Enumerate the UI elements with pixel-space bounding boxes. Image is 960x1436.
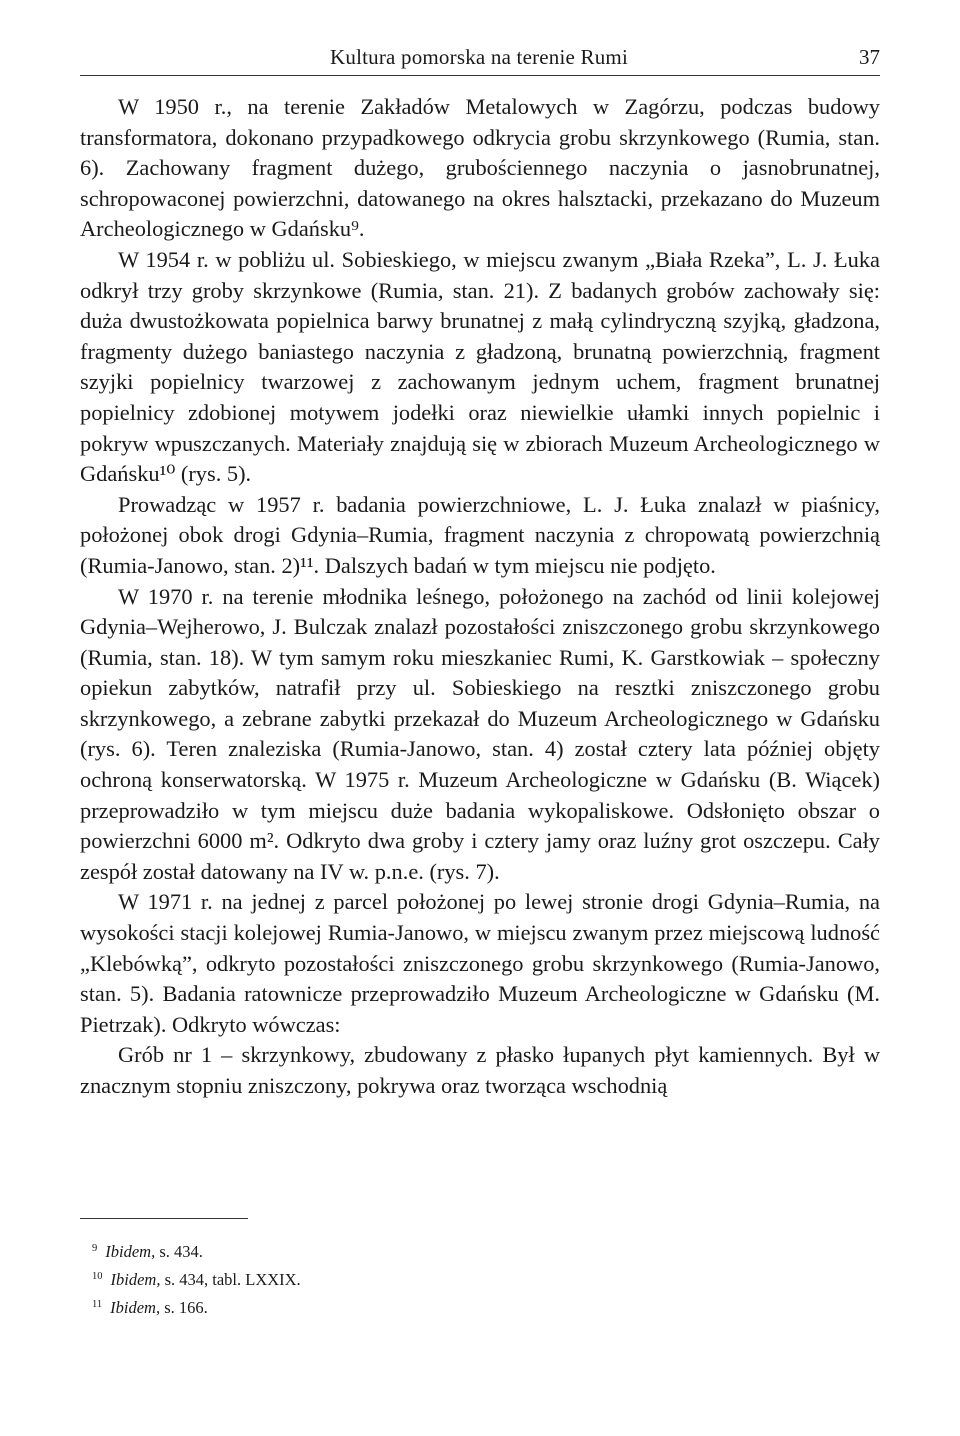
- body-text: [80, 92, 880, 1102]
- footnote-reference: s. 434, tabl. LXXIX.: [164, 1270, 301, 1289]
- document-page: [80, 0, 880, 1436]
- footnote-source: Ibidem,: [105, 1242, 156, 1261]
- footnote-rule: [80, 1218, 248, 1219]
- running-title: Kultura pomorska na terenie Rumi: [330, 45, 628, 69]
- paragraph-grave-1: Grób nr 1 – skrzynkowy, zbudowany z płasko łupanych płyt kamiennych. Był w znacznym stopniu zniszczony, pokrywa oraz tworząca wschodnią: [80, 1042, 880, 1098]
- footnote-marker: 9: [92, 1243, 98, 1254]
- footnote-marker: 10: [92, 1271, 103, 1282]
- footnotes: [80, 1236, 880, 1320]
- running-header: [80, 44, 880, 74]
- paragraph-1971: W 1971 r. na jednej z parcel położonej po lewej stronie drogi Gdynia–Rumia, na wysokości stacji kolejowej Rumia-Janowo, w miejscu zwanym przez miejscową ludność „Klebówką”, odkryto pozostałości zniszczonego grobu skrzynkowego (Rumia-Janowo, stan. 5). Badania ratownicze przeprowadziło Muzeum Archeologiczne w Gdańsku (M. Pietrzak). Odkryto wówczas:: [80, 889, 880, 1037]
- header-rule: [80, 75, 880, 76]
- footnote-9: [80, 1236, 880, 1264]
- paragraph-1970: W 1970 r. na terenie młodnika leśnego, położonego na zachód od linii kolejowej Gdynia–Wejherowo, J. Bulczak znalazł pozostałości zniszczonego grobu skrzynkowego (Rumia, stan. 18). W tym samym roku mieszkaniec Rumi, K. Garstkowiak – społeczny opiekun zabytków, natrafił przy ul. Sobieskiego na resztki zniszczonego grobu skrzynkowego, a zebrane zabytki przekazał do Muzeum Archeologicznego w Gdańsku (rys. 6). Teren znaleziska (Rumia-Janowo, stan. 4) został cztery lata później objęty ochroną konserwatorską. W 1975 r. Muzeum Archeologiczne w Gdańsku (B. Wiącek) przeprowadziło w tym miejscu duże badania wykopaliskowe. Odsłonięto obszar o powierzchni 6000 m². Odkryto dwa groby i cztery jamy oraz luźny grot oszczepu. Cały zespół został datowany na IV w. p.n.e. (rys. 7).: [80, 583, 880, 884]
- page-number: 37: [859, 45, 880, 69]
- footnote-source: Ibidem,: [110, 1298, 161, 1317]
- footnote-marker: 11: [92, 1299, 103, 1310]
- footnote-source: Ibidem,: [110, 1270, 161, 1289]
- paragraph-1954: W 1954 r. w pobliżu ul. Sobieskiego, w miejscu zwanym „Biała Rzeka”, L. J. Łuka odkrył trzy groby skrzynkowe (Rumia, stan. 21). Z badanych grobów zachowały się: duża dwustożkowata popielnica barwy brunatnej z małą cylindryczną szyjką, gładzona, fragmenty dużego baniastego naczynia z gładzoną, brunatną powierzchnią, fragment szyjki popielnicy twarzowej z zachowanym jednym uchem, fragment brunatnej popielnicy zdobionej motywem jodełki oraz niewielkie ułamki innych popielnic i pokryw wpuszczanych. Materiały znajdują się w zbiorach Muzeum Archeologicznego w Gdańsku¹⁰ (rys. 5).: [80, 246, 880, 487]
- footnote-10: [80, 1264, 880, 1292]
- paragraph-1957: Prowadząc w 1957 r. badania powierzchniowe, L. J. Łuka znalazł w piaśnicy, położonej obok drogi Gdynia–Rumia, fragment naczynia z chropowatą powierzchnią (Rumia-Janowo, stan. 2)¹¹. Dalszych badań w tym miejscu nie podjęto.: [80, 491, 880, 578]
- footnote-reference: s. 166.: [164, 1298, 208, 1317]
- footnote-reference: s. 434.: [159, 1242, 203, 1261]
- footnote-11: [80, 1292, 880, 1320]
- paragraph-1950: W 1950 r., na terenie Zakładów Metalowych w Zagórzu, podczas budowy transformatora, dokonano przypadkowego odkrycia grobu skrzynkowego (Rumia, stan. 6). Zachowany fragment dużego, grubościennego naczynia o jasnobrunatnej, schropowaconej powierzchni, datowanego na okres halsztacki, przekazano do Muzeum Archeologicznego w Gdańsku⁹.: [80, 94, 880, 242]
